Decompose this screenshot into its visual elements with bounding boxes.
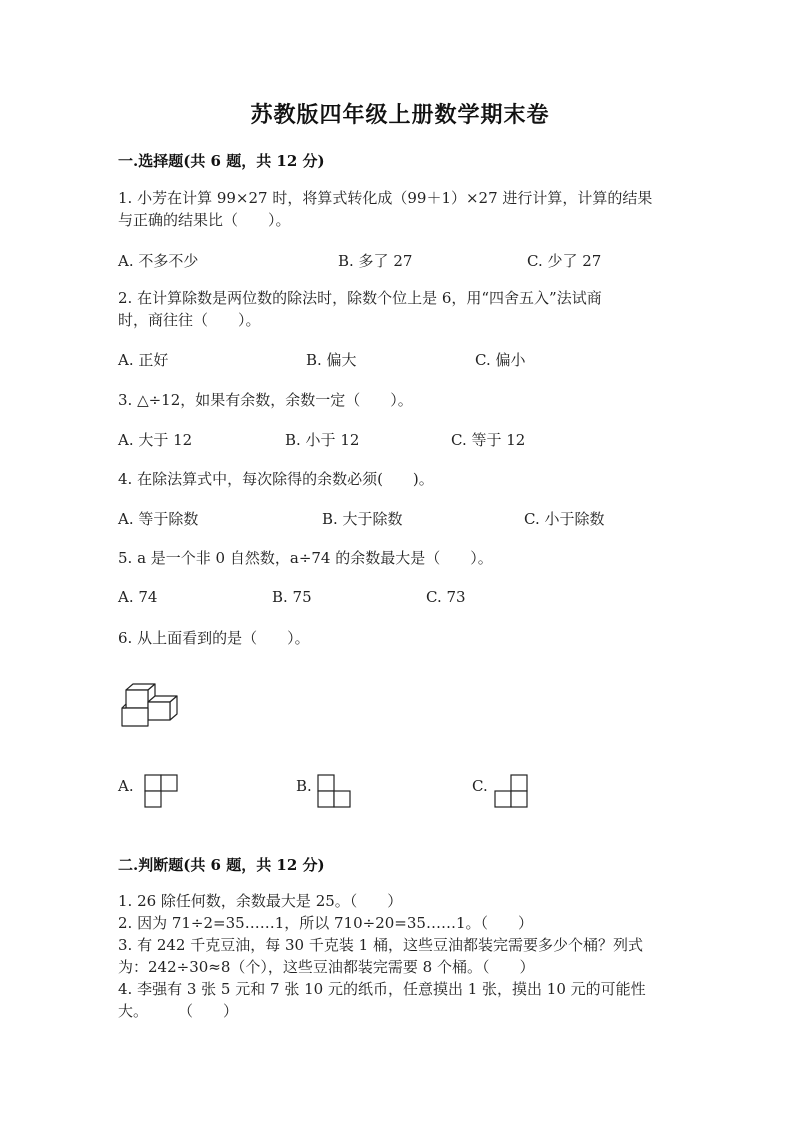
question-5-option-b[interactable]: B. 75 (272, 588, 312, 606)
question-6-line-1: 6. 从上面看到的是（ ）。 (118, 629, 310, 647)
section-heading-choice: 一.选择题(共 6 题，共 12 分) (118, 152, 325, 170)
question-1-line-2: 与正确的结果比（ ）。 (118, 211, 291, 229)
question-4-option-a[interactable]: A. 等于除数 (118, 510, 199, 528)
judgment-line-2: 2. 因为 71÷2=35……1，所以 710÷20=35……1。（ ） (118, 914, 533, 932)
cube-stack-figure (118, 680, 182, 728)
option-b-view-icon[interactable] (316, 773, 356, 809)
question-1-option-a[interactable]: A. 不多不少 (118, 252, 199, 270)
question-3-line-1: 3. △÷12，如果有余数，余数一定（ ）。 (118, 391, 413, 409)
question-2-option-b[interactable]: B. 偏大 (306, 351, 357, 369)
option-a-view-icon[interactable] (143, 773, 183, 809)
bottom-left-cube-top-face (122, 704, 126, 708)
question-5-option-c[interactable]: C. 73 (426, 588, 466, 606)
question-6-option-a[interactable]: A. (118, 777, 134, 795)
question-6-option-c[interactable]: C. (472, 777, 488, 795)
judgment-line-4: 为：242÷30≈8（个），这些豆油都装完需要 8 个桶。（ ） (118, 958, 535, 976)
top-cube-front-face (126, 690, 148, 708)
question-1-option-b[interactable]: B. 多了 27 (338, 252, 413, 270)
question-6-option-b[interactable]: B. (296, 777, 312, 795)
question-4-line-1: 4. 在除法算式中，每次除得的余数必须( )。 (118, 470, 434, 488)
question-2-option-c[interactable]: C. 偏小 (475, 351, 526, 369)
bottom-right-cube-front-face (148, 702, 170, 720)
question-2-line-2: 时，商往往（ ）。 (118, 311, 261, 329)
question-2-option-a[interactable]: A. 正好 (118, 351, 169, 369)
question-5-line-1: 5. a 是一个非 0 自然数，a÷74 的余数最大是（ ）。 (118, 549, 493, 567)
question-1-line-1: 1. 小芳在计算 99×27 时，将算式转化成（99＋1）×27 进行计算，计算的结果 (118, 189, 653, 207)
judgment-line-3: 3. 有 242 千克豆油，每 30 千克装 1 桶，这些豆油都装完需要多少个桶？列式 (118, 936, 643, 954)
question-5-option-a[interactable]: A. 74 (118, 588, 158, 606)
question-4-option-b[interactable]: B. 大于除数 (322, 510, 403, 528)
question-4-option-c[interactable]: C. 小于除数 (524, 510, 605, 528)
question-3-option-a[interactable]: A. 大于 12 (118, 431, 193, 449)
question-1-option-c[interactable]: C. 少了 27 (527, 252, 602, 270)
question-3-option-c[interactable]: C. 等于 12 (451, 431, 526, 449)
judgment-line-6: 大。 （ ） (118, 1002, 239, 1020)
question-2-line-1: 2. 在计算除数是两位数的除法时，除数个位上是 6，用“四舍五入”法试商 (118, 289, 602, 307)
question-3-option-b[interactable]: B. 小于 12 (285, 431, 360, 449)
option-c-view-icon[interactable] (493, 773, 533, 809)
bottom-left-cube-front-face (122, 708, 148, 726)
page-title: 苏教版四年级上册数学期末卷 (250, 102, 550, 128)
judgment-line-5: 4. 李强有 3 张 5 元和 7 张 10 元的纸币，任意摸出 1 张，摸出 10 元的可能性 (118, 980, 646, 998)
judgment-line-1: 1. 26 除任何数，余数最大是 25。（ ） (118, 892, 403, 910)
section-heading-judgment: 二.判断题(共 6 题，共 12 分) (118, 856, 325, 874)
